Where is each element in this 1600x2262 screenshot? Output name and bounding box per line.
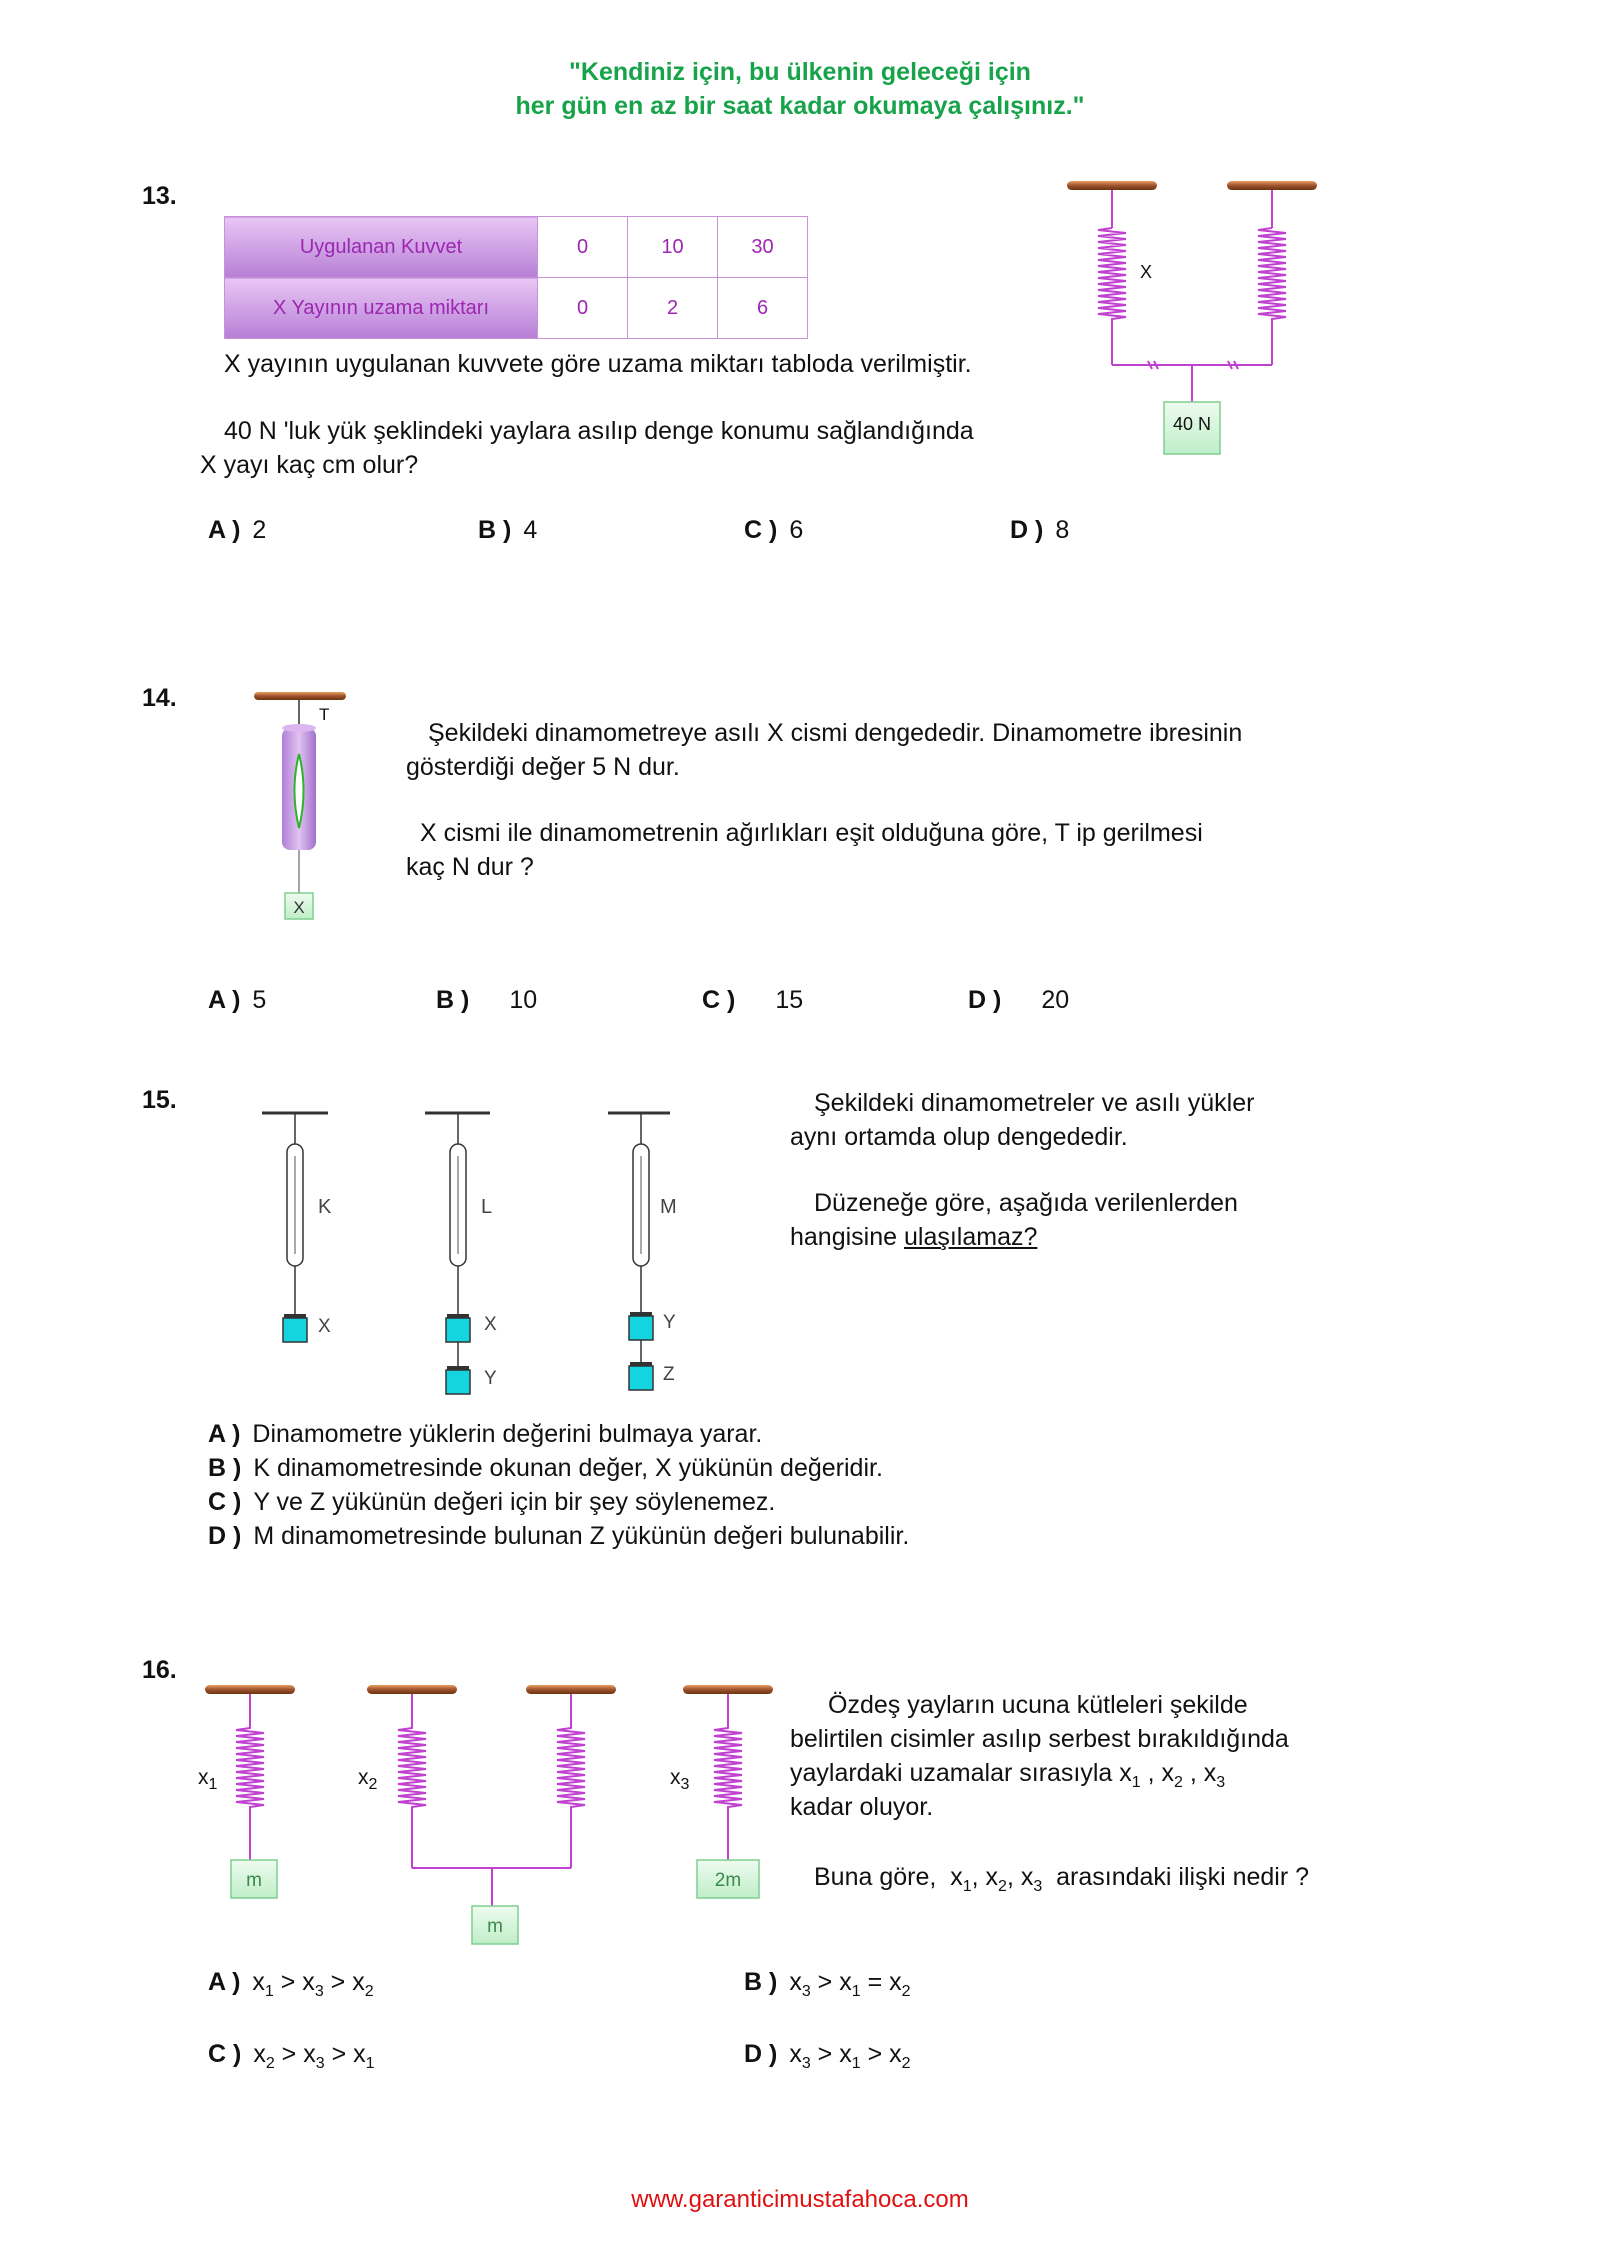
option-letter: B ) (436, 986, 470, 1014)
load-40n-label: 40 N (1172, 414, 1212, 434)
meter-k-label: K (318, 1196, 332, 1218)
q15-option-a[interactable] (208, 1420, 762, 1449)
option-letter: D ) (744, 2040, 778, 2068)
subscript: 3 (801, 2055, 811, 2072)
q16-text-4: kadar oluyor. (790, 1793, 934, 1821)
meter-l-label: L (481, 1196, 493, 1218)
text-part: Buna göre, x (814, 1863, 963, 1891)
subscript: 2 (998, 1878, 1007, 1895)
option-letter: A ) (208, 1420, 241, 1448)
subscript: 3 (315, 2055, 325, 2072)
ceiling (683, 1685, 773, 1694)
text-part: , x (971, 1863, 999, 1891)
load-z (629, 1366, 653, 1390)
text-part: x (789, 2040, 802, 2068)
q13-option-d[interactable] (1010, 516, 1069, 545)
ceiling (254, 692, 346, 700)
q14-option-b[interactable] (436, 986, 537, 1015)
question-16-number: 16. (142, 1656, 177, 1684)
table-cell: 6 (718, 278, 808, 339)
table-cell: 30 (718, 217, 808, 278)
ceiling (526, 1685, 616, 1694)
option-value: 10 (509, 986, 538, 1014)
text-part: , x (1006, 1863, 1034, 1891)
q15-text-4 (790, 1220, 1037, 1254)
option-letter: B ) (478, 516, 512, 544)
option-letter: A ) (208, 516, 241, 544)
rope-t-label: T (319, 705, 330, 724)
option-value: 15 (775, 986, 804, 1014)
q14-text-1: Şekildeki dinamometreye asılı X cismi dengededir. Dinamometre ibresinin (428, 719, 1243, 747)
q16-text-5 (814, 1860, 1309, 1904)
option-letter: A ) (208, 986, 241, 1014)
subscript: 2 (901, 1983, 911, 2000)
table-row-label: X Yayının uzama miktarı (225, 278, 538, 339)
option-letter: C ) (744, 516, 778, 544)
text-part: , x (1182, 1759, 1217, 1787)
q15-underlined-word: ulaşılamaz? (903, 1223, 1038, 1251)
option-value: Dinamometre yüklerin değerini bulmaya yarar. (252, 1420, 763, 1448)
subscript: 2 (1174, 1774, 1183, 1791)
x-symbol: x (198, 1766, 209, 1789)
motto-line-2: her gün en az bir saat kadar okumaya çalışınız." (515, 92, 1085, 120)
subscript: 1 (208, 1776, 218, 1794)
load-z-label: Z (663, 1364, 675, 1385)
mass-m-2-label: m (487, 1916, 503, 1937)
subscript: 2 (265, 2055, 275, 2072)
text-part: yaylardaki uzamalar sırasıyla x (790, 1759, 1132, 1787)
subscript: 1 (365, 2055, 375, 2072)
q14-text-4: kaç N dur ? (406, 853, 534, 881)
text-part: x (253, 2040, 266, 2068)
q16-option-a[interactable] (208, 1968, 374, 2001)
option-value: 8 (1055, 516, 1070, 544)
motto-line-1: "Kendiniz için, bu ülkenin geleceği için (569, 58, 1031, 86)
x3-label (670, 1766, 689, 1794)
subscript: 1 (264, 1983, 274, 2000)
text-part: = x (860, 1968, 902, 1996)
subscript: 3 (801, 1983, 811, 2000)
subscript: 3 (314, 1983, 324, 2000)
q15-text-4-prefix: hangisine (790, 1223, 904, 1251)
table-cell: 10 (628, 217, 718, 278)
text-part: > x (324, 2040, 366, 2068)
option-letter: C ) (208, 1488, 242, 1516)
option-letter: D ) (1010, 516, 1044, 544)
text-part: > x (273, 1968, 315, 1996)
object-x-label: X (293, 898, 305, 917)
load-x (283, 1318, 307, 1342)
text-part: , x (1140, 1759, 1175, 1787)
dynamometer-k (262, 1113, 328, 1342)
ceiling-left (1067, 181, 1157, 190)
option-letter: D ) (208, 1522, 242, 1550)
subscript: 2 (901, 2055, 911, 2072)
table-cell: 0 (538, 278, 628, 339)
option-letter: A ) (208, 1968, 241, 1996)
table-cell: 2 (628, 278, 718, 339)
x-symbol: x (358, 1766, 369, 1789)
load-x-label: X (318, 1316, 331, 1337)
text-part: arasındaki ilişki nedir ? (1042, 1863, 1310, 1891)
q15-dynamometers-figure (250, 1100, 720, 1400)
ceiling (367, 1685, 457, 1694)
q14-text-2: gösterdiği değer 5 N dur. (406, 753, 680, 781)
option-value: 4 (523, 516, 538, 544)
text-part: > x (274, 2040, 316, 2068)
option-value: 5 (252, 986, 267, 1014)
question-15-number: 15. (142, 1086, 177, 1114)
option-value: M dinamometresinde bulunan Z yükünün değeri bulunabilir. (253, 1522, 910, 1550)
option-value: 20 (1041, 986, 1070, 1014)
q15-text-2: aynı ortamda olup dengededir. (790, 1123, 1128, 1151)
text-part: > x (860, 2040, 902, 2068)
load-x-label: X (484, 1314, 497, 1335)
text-part: > x (323, 1968, 365, 1996)
subscript: 1 (851, 1983, 861, 2000)
q13-option-b[interactable] (478, 516, 537, 545)
table-cell: 0 (538, 217, 628, 278)
spring-indicator (295, 754, 304, 828)
option-letter: C ) (702, 986, 736, 1014)
question-13-number: 13. (142, 182, 177, 210)
q16-text-1: Özdeş yayların ucuna kütleleri şekilde (828, 1691, 1248, 1719)
spring-2b (557, 1694, 585, 1868)
option-value: 6 (789, 516, 804, 544)
q16-option-c[interactable] (208, 2040, 375, 2073)
q14-option-c[interactable] (702, 986, 803, 1015)
mass-2m-label: 2m (714, 1870, 742, 1891)
subscript: 3 (1216, 1774, 1226, 1791)
q14-option-a[interactable] (208, 986, 266, 1015)
subscript: 3 (680, 1776, 690, 1794)
subscript: 2 (364, 1983, 374, 2000)
q16-option-b[interactable] (744, 1968, 911, 2001)
table-row (225, 278, 808, 339)
q16-text-2: belirtilen cisimler asılıp serbest bırakıldığında (790, 1725, 1289, 1753)
load-y-label: Y (663, 1312, 676, 1333)
table-row-label: Uygulanan Kuvvet (225, 217, 538, 278)
q16-option-d[interactable] (744, 2040, 911, 2073)
text-part: > x (810, 1968, 852, 1996)
option-value: K dinamometresinde okunan değer, X yükünün değeridir. (253, 1454, 883, 1482)
load-y-label: Y (484, 1368, 497, 1389)
q14-option-d[interactable] (968, 986, 1069, 1015)
q15-text-1: Şekildeki dinamometreler ve asılı yükler (814, 1089, 1255, 1117)
option-value: 2 (252, 516, 267, 544)
q15-option-c[interactable] (208, 1488, 775, 1517)
q13-text-2: 40 N 'luk yük şeklindeki yaylara asılıp denge konumu sağlandığında (224, 417, 974, 445)
meter-m-label: M (660, 1196, 677, 1218)
option-letter: B ) (208, 1454, 242, 1482)
load-x (446, 1318, 470, 1342)
text-part: x (252, 1968, 265, 1996)
q14-text-3: X cismi ile dinamometrenin ağırlıkları eşit olduğuna göre, T ip gerilmesi (420, 819, 1203, 847)
q15-text-3: Düzeneğe göre, aşağıda verilenlerden (814, 1189, 1238, 1217)
load-y (446, 1370, 470, 1394)
question-14-number: 14. (142, 684, 177, 712)
text-part: x (789, 1968, 802, 1996)
subscript: 1 (1131, 1774, 1141, 1791)
x-symbol: x (670, 1766, 681, 1789)
subscript: 1 (851, 2055, 861, 2072)
force-extension-table (224, 216, 808, 339)
spring-right (1258, 228, 1286, 322)
dynamometer-l (425, 1113, 493, 1394)
subscript: 2 (368, 1776, 378, 1794)
spring-3 (714, 1694, 742, 1860)
ceiling-right (1227, 181, 1317, 190)
option-value: Y ve Z yükünün değeri için bir şey söylenemez. (253, 1488, 776, 1516)
spring-1 (236, 1694, 264, 1860)
x2-label (358, 1766, 377, 1794)
q13-text-3: X yayı kaç cm olur? (200, 451, 419, 479)
option-letter: D ) (968, 986, 1002, 1014)
q13-option-a[interactable] (208, 516, 266, 545)
x1-label (198, 1766, 217, 1794)
load-y (629, 1316, 653, 1340)
mass-m-1-label: m (246, 1870, 262, 1891)
subscript: 3 (1033, 1878, 1043, 1895)
table-row (225, 217, 808, 278)
q15-option-b[interactable] (208, 1454, 883, 1483)
ceiling (205, 1685, 295, 1694)
q13-option-c[interactable] (744, 516, 803, 545)
footer-link[interactable]: www.garanticimustafahoca.com (631, 2186, 969, 2213)
q13-text-1: X yayının uygulanan kuvvete göre uzama miktarı tabloda verilmiştir. (224, 350, 972, 378)
subscript: 1 (962, 1878, 972, 1895)
q14-dynamometer-figure (250, 688, 350, 928)
option-letter: C ) (208, 2040, 242, 2068)
option-letter: B ) (744, 1968, 778, 1996)
spring-x (1098, 228, 1126, 322)
spring-2a (398, 1694, 426, 1868)
text-part: > x (810, 2040, 852, 2068)
q15-option-d[interactable] (208, 1522, 909, 1551)
spring-x-label: X (1140, 262, 1153, 282)
dynamometer-m (608, 1113, 670, 1390)
